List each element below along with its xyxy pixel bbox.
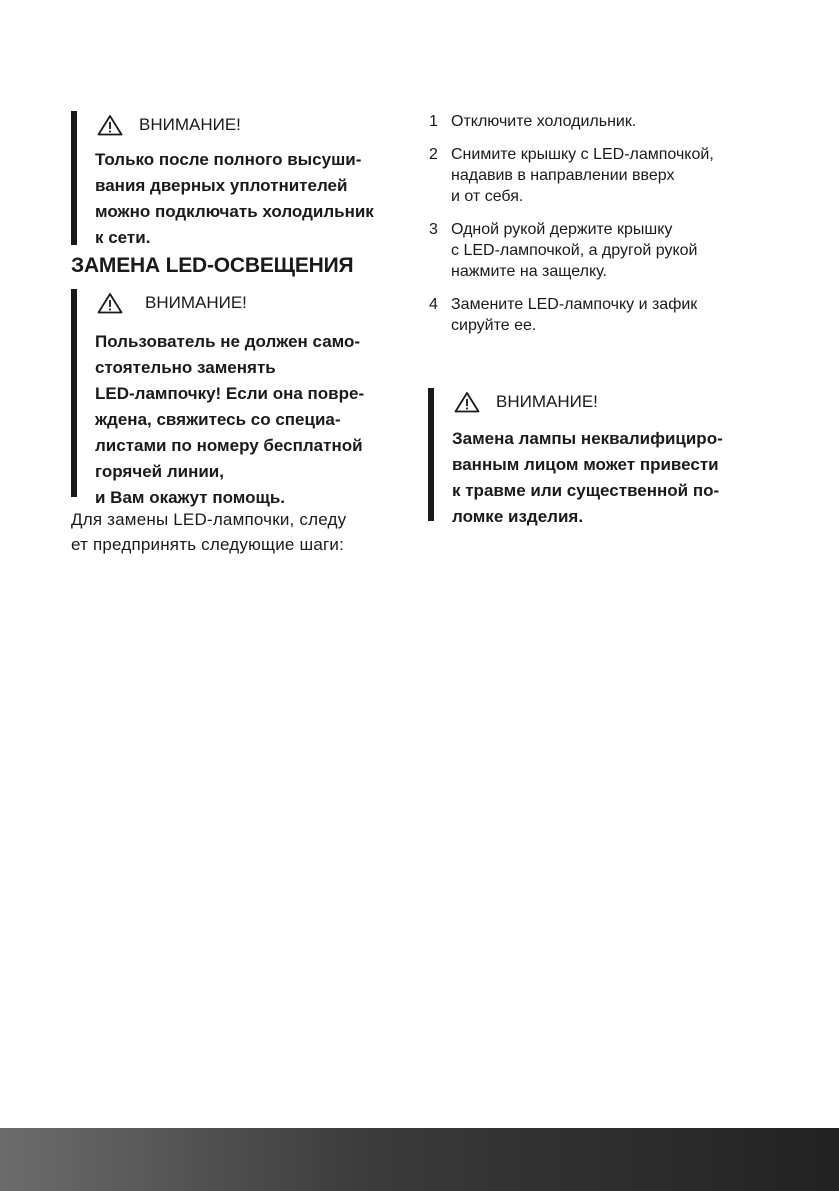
step-text: Снимите крышку с LED-лампочкой, надавив в направлении вверх и от себя.: [451, 146, 714, 205]
intro-paragraph: Для замены LED-лампочки, следу ет предпринять следующие шаги:: [71, 510, 347, 554]
step-item: [429, 144, 774, 207]
step-number: 4: [429, 296, 438, 313]
warning-triangle-icon: [97, 292, 123, 314]
warning-text: Пользователь не должен само- стоятельно заменять LED-лампочку! Если она повре- ждена, свяжитесь со специа- листами по номеру бесплатной горячей линии, и Вам окажут помощь.: [95, 332, 365, 507]
warning-block-drying: [71, 111, 416, 245]
step-text: Одной рукой держите крышку с LED-лампочкой, а другой рукой нажмите на защелку.: [451, 221, 698, 280]
step-item: [429, 219, 774, 282]
step-item: [429, 111, 774, 132]
step-text: Замените LED-лампочку и зафик сируйте ее.: [451, 296, 698, 334]
warning-title: ВНИМАНИЕ!: [139, 115, 241, 134]
step-number: 3: [429, 221, 438, 238]
warning-text: Замена лампы неквалифициро- ванным лицом может привести к травме или существенной по- ломке изделия.: [452, 429, 723, 526]
steps-list: [429, 111, 774, 348]
step-number: 1: [429, 113, 438, 130]
warning-triangle-icon: [97, 114, 123, 136]
warning-block-qualified: [428, 388, 773, 526]
warning-title: ВНИМАНИЕ!: [496, 392, 598, 411]
section-title: ЗАМЕНА LED-ОСВЕЩЕНИЯ: [71, 254, 354, 277]
footer-band: [0, 1128, 839, 1191]
warning-header: [452, 388, 773, 416]
warning-header: [95, 289, 416, 317]
step-item: [429, 294, 774, 336]
warning-header: [95, 111, 416, 139]
step-number: 2: [429, 146, 438, 163]
warning-triangle-icon: [454, 391, 480, 413]
step-text: Отключите холодильник.: [451, 113, 637, 130]
warning-block-replacement: [71, 289, 416, 507]
warning-title: ВНИМАНИЕ!: [145, 293, 247, 312]
warning-text: Только после полного высуши- вания дверных уплотнителей можно подключать холодильник к сети.: [95, 150, 374, 247]
